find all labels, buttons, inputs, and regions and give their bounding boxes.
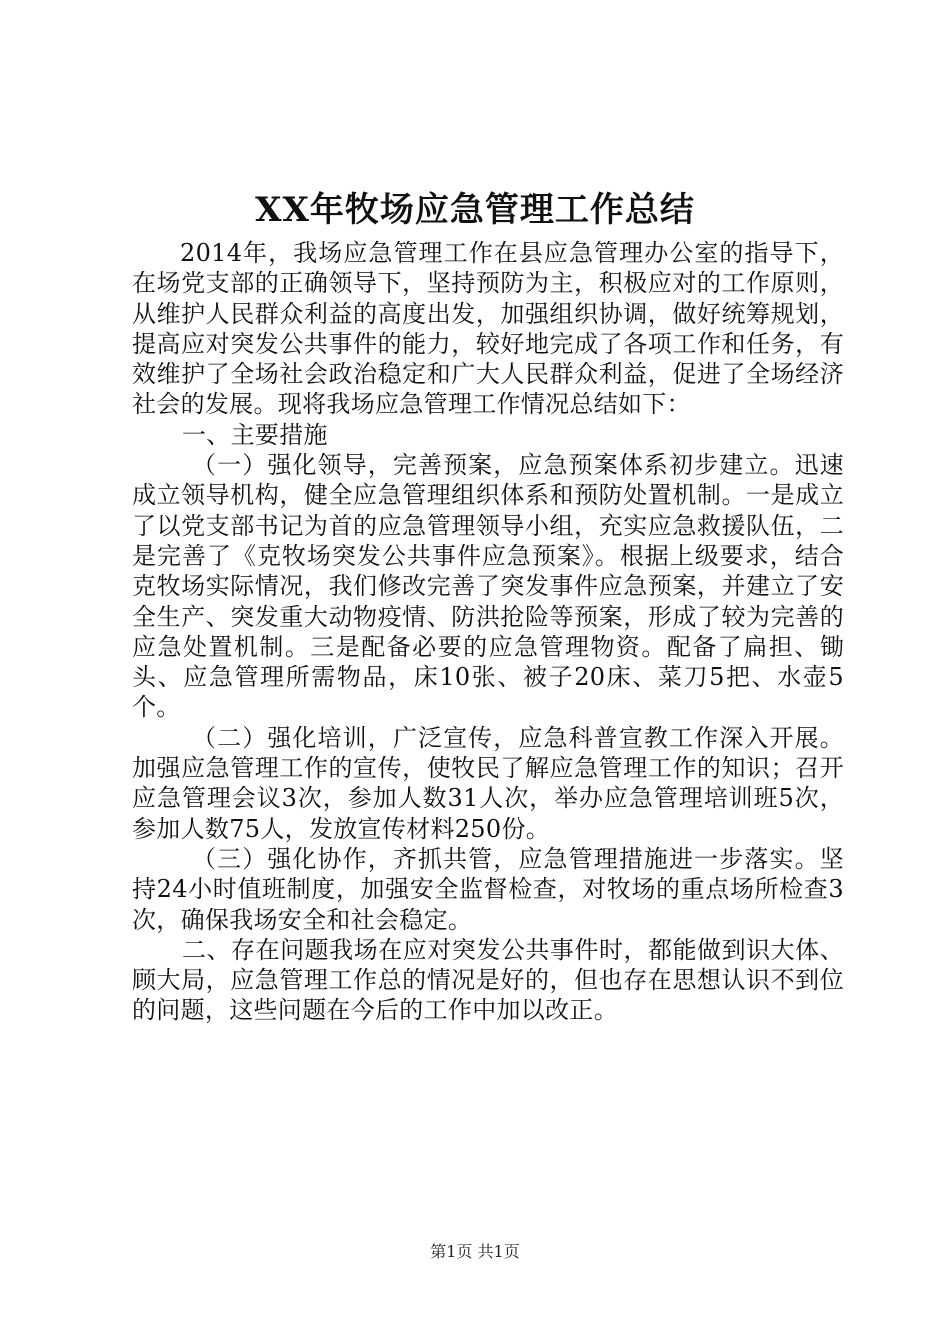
measure-paragraph-2: （二）强化培训，广泛宣传，应急科普宣教工作深入开展。加强应急管理工作的宣传，使牧民了解应急管理工作的知识；召开应急管理会议3次，参加人数31人次，举办应急管理培训班5次，参加人数75人，发放宣传材料250份。: [132, 723, 844, 843]
document-body: [132, 238, 844, 1026]
page-footer: 第1页 共1页: [430, 1242, 520, 1261]
measure-paragraph-1: （一）强化领导，完善预案，应急预案体系初步建立。迅速成立领导机构，健全应急管理组织体系和预防处置机制。一是成立了以党支部书记为首的应急管理领导小组，充实应急救援队伍，二是完善了《克牧场突发公共事件应急预案》。根据上级要求，结合克牧场实际情况，我们修改完善了突发事件应急预案，并建立了安全生产、突发重大动物疫情、防洪抢险等预案，形成了较为完善的应急处置机制。三是配备必要的应急管理物资。配备了扁担、锄头、应急管理所需物品，床10张、被子20床、菜刀5把、水壶5个。: [132, 451, 844, 722]
section-heading-main-measures: 一、主要措施: [182, 420, 328, 449]
document-title: XX年牧场应急管理工作总结: [255, 190, 695, 230]
measure-paragraph-3: （三）强化协作，齐抓共管，应急管理措施进一步落实。坚持24小时值班制度，加强安全监督检查，对牧场的重点场所检查3次，确保我场安全和社会稳定。: [132, 844, 844, 934]
intro-paragraph: 2014年，我场应急管理工作在县应急管理办公室的指导下，在场党支部的正确领导下，坚持预防为主，积极应对的工作原则，从维护人民群众利益的高度出发，加强组织协调，做好统筹规划，提高应对突发公共事件的能力，较好地完成了各项工作和任务，有效维护了全场社会政治稳定和广大人民群众利益，促进了全场经济社会的发展。现将我场应急管理工作情况总结如下：: [132, 239, 844, 419]
problems-paragraph: 二、存在问题我场在应对突发公共事件时，都能做到识大体、顾大局，应急管理工作总的情况是好的，但也存在思想认识不到位的问题，这些问题在今后的工作中加以改正。: [132, 935, 844, 1025]
